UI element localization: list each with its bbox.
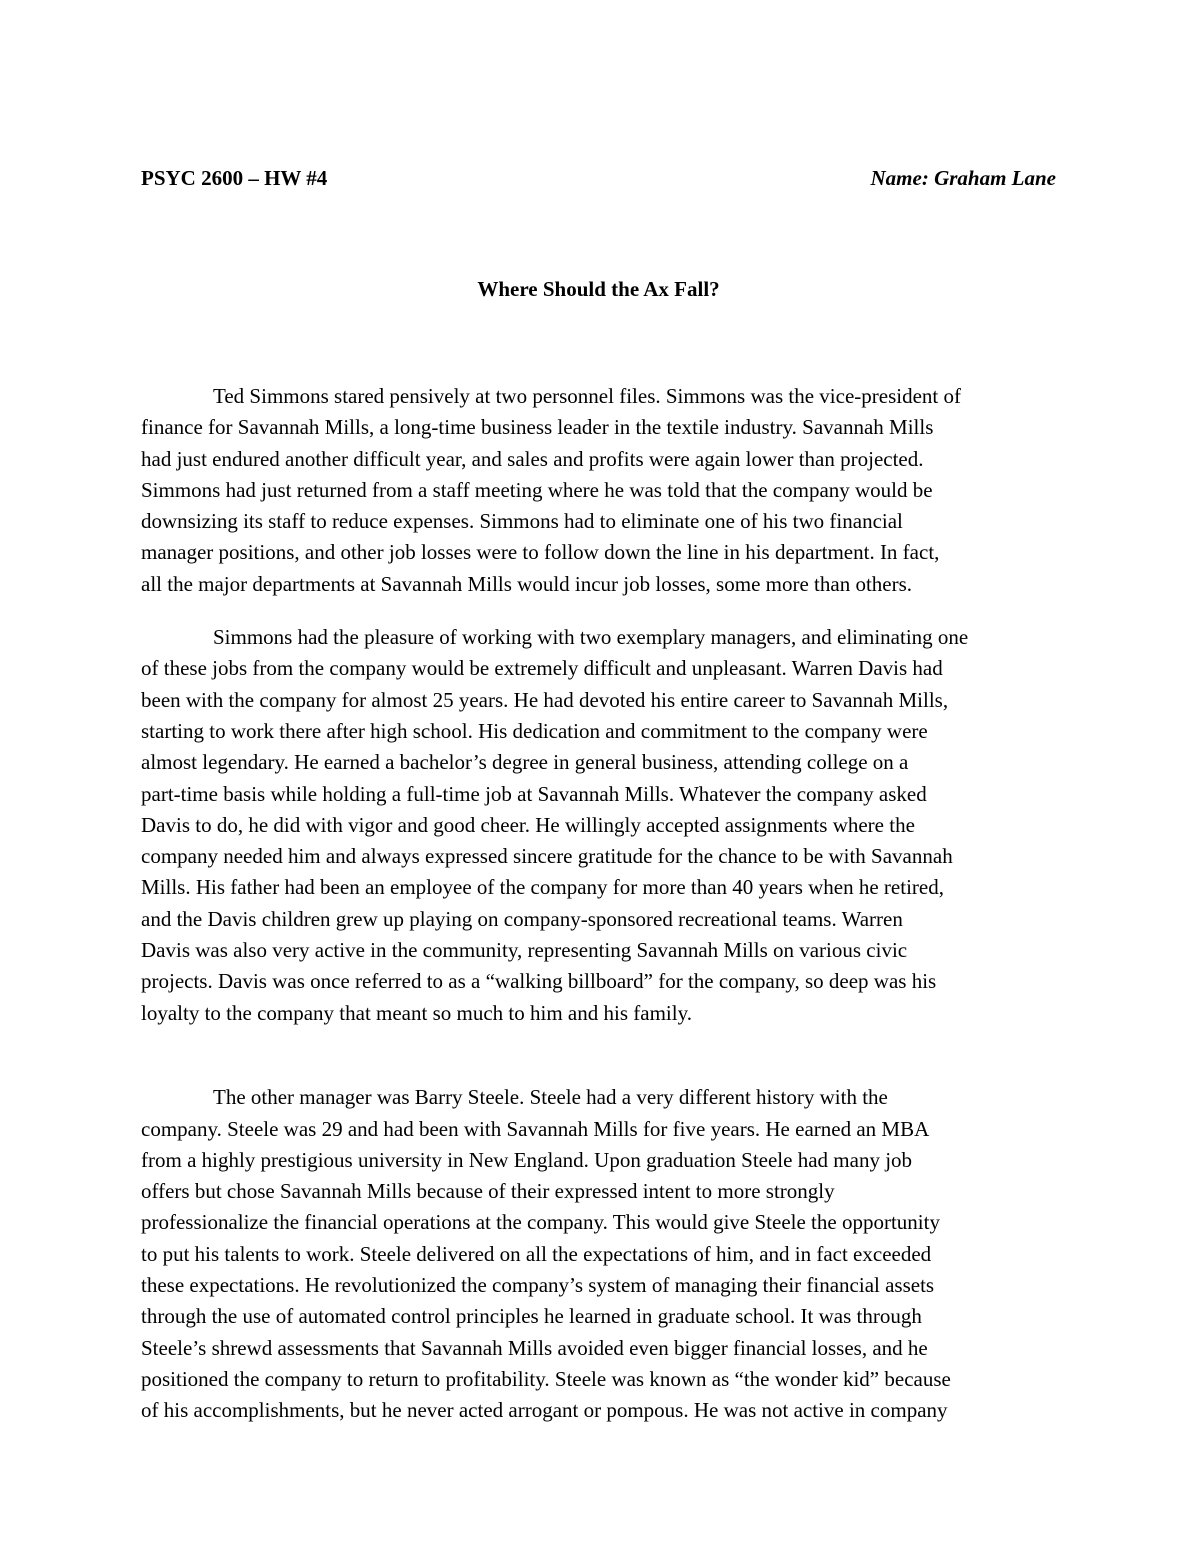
text-line: Ted Simmons stared pensively at two personnel files. Simmons was the vice-president of [213,384,961,408]
text-line: company needed him and always expressed sincere gratitude for the chance to be with Savannah [141,844,953,869]
text-line: part-time basis while holding a full-time job at Savannah Mills. Whatever the company asked [141,781,927,806]
text-line: company. Steele was 29 and had been with Savannah Mills for five years. He earned an MBA [141,1116,930,1141]
text-line [141,1029,1061,1060]
text-line: Simmons had just returned from a staff meeting where he was told that the company would be [141,477,933,502]
text-line: Simmons had the pleasure of working with two exemplary managers, and eliminating one [213,625,969,650]
text-line: almost legendary. He earned a bachelor’s degree in general business, attending college on a [141,750,909,775]
text-line: to put his talents to work. Steele delivered on all the expectations of him, and in fact exceeded [141,1241,932,1266]
text-line: been with the company for almost 25 years. He had devoted his entire career to Savannah Mills, [141,687,949,712]
text-line: The other manager was Barry Steele. Steele had a very different history with the [213,1085,888,1110]
paragraph-spacer [141,1060,1061,1082]
text-line: offers but chose Savannah Mills because of their expressed intent to more strongly [141,1179,835,1204]
text-line: and the Davis children grew up playing on company-sponsored recreational teams. Warren [141,906,903,931]
text-line: from a highly prestigious university in New England. Upon graduation Steele had many job [141,1147,913,1172]
document-title: Where Should the Ax Fall? [477,277,720,301]
text-line: finance for Savannah Mills, a long-time business leader in the textile industry. Savannah Mills [141,415,934,440]
text-line: starting to work there after high school. His dedication and commitment to the company were [141,718,928,743]
student-name: Name: Graham Lane [870,166,1056,190]
text-line: of these jobs from the company would be extremely difficult and unpleasant. Warren Davis had [141,656,943,681]
paragraph-2 [141,622,1061,1060]
text-line: Mills. His father had been an employee of the company for more than 40 years when he retired, [141,875,944,900]
text-line: all the major departments at Savannah Mills would incur job losses, some more than others. [141,571,913,596]
text-line: loyalty to the company that meant so much to him and his family. [141,1000,692,1025]
document-body [141,381,1061,1427]
text-line: Steele’s shrewd assessments that Savannah Mills avoided even bigger financial losses, and he [141,1335,928,1360]
text-line: downsizing its staff to reduce expenses. Simmons had to eliminate one of his two financial [141,509,903,534]
text-line: manager positions, and other job losses were to follow down the line in his department. In fact, [141,540,940,565]
text-line: projects. Davis was once referred to as a “walking billboard” for the company, so deep was his [141,969,937,994]
paragraph-3 [141,1082,1061,1426]
text-line: had just endured another difficult year, and sales and profits were again lower than projected. [141,446,924,471]
text-line: professionalize the financial operations at the company. This would give Steele the opportunity [141,1210,940,1235]
text-line: through the use of automated control principles he learned in graduate school. It was through [141,1304,922,1329]
text-line: positioned the company to return to profitability. Steele was known as “the wonder kid” because [141,1366,951,1391]
paragraph-spacer [141,600,1061,622]
text-line: of his accomplishments, but he never acted arrogant or pompous. He was not active in company [141,1398,948,1423]
text-line: these expectations. He revolutionized the company’s system of managing their financial assets [141,1273,935,1298]
text-line: Davis to do, he did with vigor and good cheer. He willingly accepted assignments where the [141,812,915,837]
course-heading: PSYC 2600 – HW #4 [141,166,328,190]
paragraph-1 [141,381,1061,600]
document-header [141,166,1056,196]
text-line: Davis was also very active in the community, representing Savannah Mills on various civic [141,938,908,963]
